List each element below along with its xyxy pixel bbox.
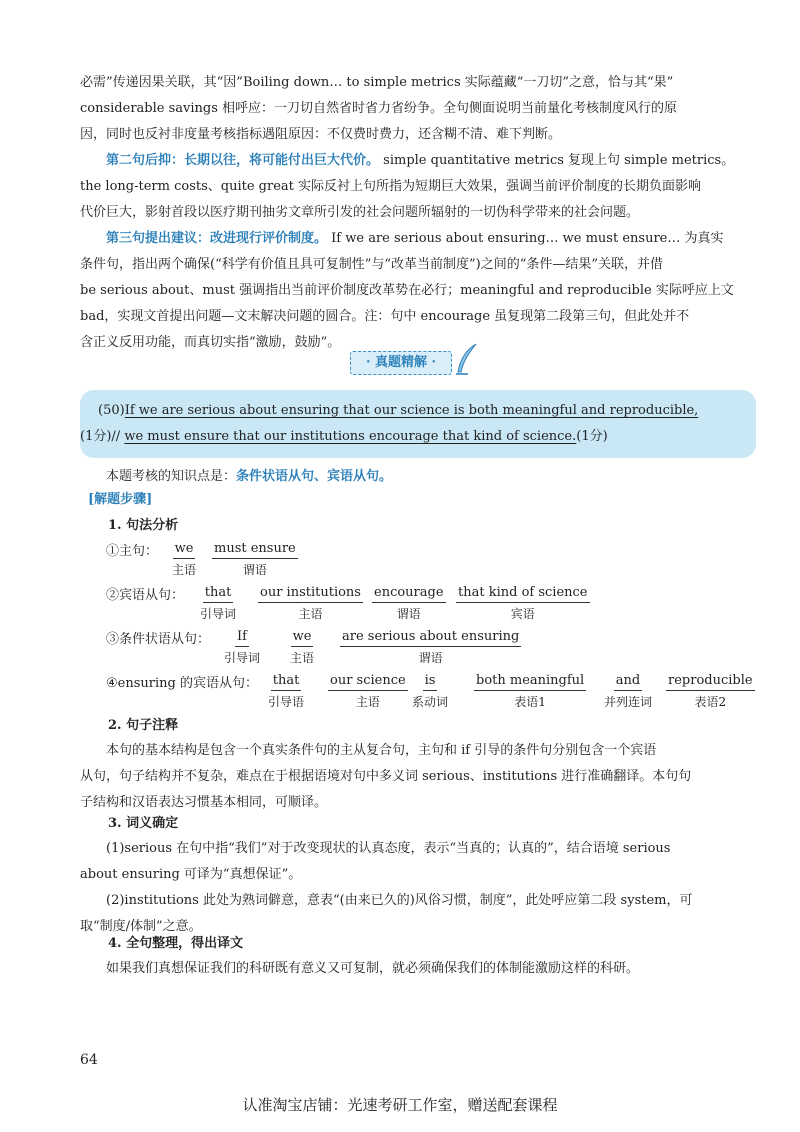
analysis-word: are serious about ensuring 谓语 bbox=[342, 629, 520, 665]
analysis-word: and 并列连词 bbox=[604, 673, 653, 709]
knowledge-points: 本题考核的知识点是：条件状语从句、宾语从句。 bbox=[106, 469, 393, 484]
analysis-word: our science 主语 bbox=[330, 673, 406, 709]
heading-syntax-analysis: 1. 句法分析 bbox=[108, 518, 179, 533]
analysis-word: our institutions 主语 bbox=[260, 585, 361, 621]
notes-paragraph: 本句的基本结构是包含一个真实条件句的主从复合句，主句和 if 引导的条件句分别包含一个宾语 从句，句子结构并不复杂，难点在于根据语境对句中多义词 serious、institutions 进行准确翻译。本句句 子结构和汉语表达习惯基本相同，可顺译。 bbox=[80, 743, 692, 810]
analysis-word: is 系动词 bbox=[412, 673, 449, 709]
section-banner: · 真题精解 · bbox=[350, 351, 452, 375]
analysis-word: that kind of science 宾语 bbox=[458, 585, 588, 621]
paragraph-3: 第三句提出建议：改进现行评价制度。 If we are serious about ensuring… we must ensure… 为真实 条件句，指出两个确保(“科学有价值且具可复制性”与“改革当前制度”)之间的“条件—结果”关联，并借 be serious about、must 强调指出当前评价制度改革势在必行；meaningful and reproducible 实际呼应上文 bad，实现文首提出问题—文末解决问题的圆合。注：句中 encourage 虽复现第二段第三句，但此处并不 含正义反用功能，而真切实指“激励，鼓励”。 bbox=[80, 231, 734, 350]
vocab-paragraph: (1)serious 在句中指“我们”对于改变现状的认真态度，表示“当真的；认真的”，结合语境 serious about ensuring 可译为“真想保证”。 (2)institutions 此处为熟词僻意，意表“(由来已久的)风俗习惯，制度”，此处呼应第二段 system，可 取“制度/体制”之意。 bbox=[80, 841, 693, 934]
analysis-word: we 主语 bbox=[172, 541, 197, 577]
translation: 如果我们真想保证我们的科研既有意义又可复制，就必须确保我们的体制能激励这样的科研。 bbox=[106, 961, 640, 976]
question-text: (50)If we are serious about ensuring that our science is both meaningful and reproducible, (1分)// we must ensure that our institutions encourage that kind of science.(1分) bbox=[80, 403, 699, 444]
analysis-word: must ensure 谓语 bbox=[214, 541, 296, 577]
row-label-4: ④ensuring 的宾语从句： bbox=[106, 676, 258, 691]
heading-translation: 4. 全句整理，得出译文 bbox=[108, 936, 244, 951]
analysis-word: both meaningful 表语1 bbox=[476, 673, 585, 709]
paragraph-3-lead: 第三句提出建议：改进现行评价制度。 bbox=[106, 231, 328, 246]
heading-word-meaning: 3. 词义确定 bbox=[108, 816, 179, 831]
paragraph-1: 必需”传递因果关联，其“因”Boiling down… to simple metrics 实际蕴藏“一刀切”之意，恰与其“果” considerable savings 相呼应：一刀切自然省时省力省纷争。全句侧面说明当前量化考核制度风行的原 因，同时也反衬非度量考核指标遇阻原因：不仅费时费力，还含糊不清、难下判断。 bbox=[80, 75, 678, 142]
row-label-3: ③条件状语从句： bbox=[106, 632, 211, 647]
row-label-1: ①主句： bbox=[106, 544, 159, 559]
analysis-word: If 引导词 bbox=[224, 629, 261, 665]
question-part-1: If we are serious about ensuring that our science is both meaningful and reproducible, bbox=[124, 403, 699, 418]
page-number: 64 bbox=[80, 1052, 98, 1068]
analysis-word: that 引导词 bbox=[200, 585, 237, 621]
row-label-2: ②宾语从句： bbox=[106, 588, 185, 603]
solution-steps-title: [解题步骤] bbox=[88, 492, 153, 507]
paragraph-2: 第二句后抑：长期以往，将可能付出巨大代价。 simple quantitative metrics 复现上句 simple metrics。 the long-term costs、quite great 实际反衬上句所指为短期巨大效果，强调当前评价制度的长期负面影响 代价巨大，影射首段以医疗期刊抽劣文章所引发的社会问题所辐射的一切伪科学带来的社会问题。 bbox=[80, 153, 735, 220]
footer-note: 认准淘宝店铺：光速考研工作室，赠送配套课程 bbox=[242, 1096, 558, 1114]
quill-pen-icon bbox=[452, 342, 480, 376]
question-part-2: we must ensure that our institutions encourage that kind of science. bbox=[124, 429, 577, 444]
paragraph-2-lead: 第二句后抑：长期以往，将可能付出巨大代价。 bbox=[106, 153, 380, 168]
analysis-word: reproducible 表语2 bbox=[668, 673, 753, 709]
heading-sentence-notes: 2. 句子注释 bbox=[108, 718, 179, 733]
analysis-word: we 主语 bbox=[290, 629, 315, 665]
analysis-word: encourage 谓语 bbox=[374, 585, 444, 621]
analysis-word: that 引导语 bbox=[268, 673, 305, 709]
